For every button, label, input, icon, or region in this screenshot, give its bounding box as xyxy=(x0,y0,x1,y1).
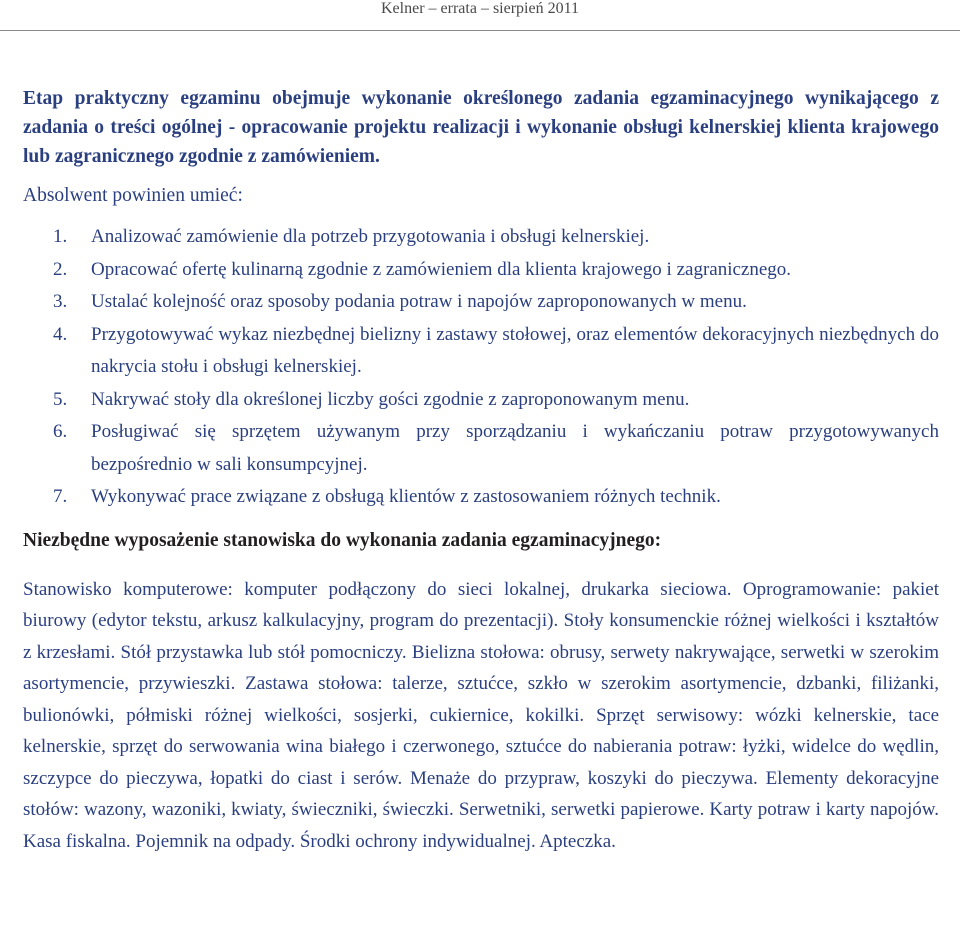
list-item-number: 1. xyxy=(53,226,68,247)
list-item-text: Analizować zamówienie dla potrzeb przygotowania i obsługi kelnerskiej. xyxy=(91,226,650,247)
list-item xyxy=(23,384,939,417)
document-body xyxy=(23,84,939,857)
list-item-number: 2. xyxy=(53,258,68,280)
equipment-paragraph: Stanowisko komputerowe: komputer podłączony do sieci lokalnej, drukarka sieciowa. Oprogramowanie: pakiet biurowy (edytor tekstu, arkusz kalkulacyjny, program do prezentacji). Stoły konsumenckie różnej wielkości i kształtów z krzesłami. Stół przystawka lub stół pomocniczy. Bielizna stołowa: obrusy, serwety nakrywające, serwetki w szerokim asortymencie, przywieszki. Zastawa stołowa: talerze, sztućce, szkło w szerokim asortymencie, dzbanki, filiżanki, bulionówki, półmiski różnej wielkości, sosjerki, cukiernice, kokilki. Sprzęt serwisowy: wózki kelnerskie, tace kelnerskie, sprzęt do serwowania wina białego i czerwonego, sztućce do nabierania potraw: łyżki, widelce do wędlin, szczypce do pieczywa, łopatki do ciast i serów. Menaże do przypraw, koszyki do pieczywa. Elementy dekoracyjne stołów: wazony, wazoniki, kwiaty, świeczniki, świeczki. Serwetniki, serwetki papierowe. Karty potraw i karty napojów. Kasa fiskalna. Pojemnik na odpady. Środki ochrony indywidualnej. Apteczka. xyxy=(23,578,939,852)
list-item-text: Wykonywać prace związane z obsługą klientów z zastosowaniem różnych technik. xyxy=(91,486,721,507)
list-item xyxy=(23,221,939,254)
equipment-heading: Niezbędne wyposażenie stanowiska do wykonania zadania egzaminacyjnego: xyxy=(23,529,662,551)
running-header xyxy=(0,0,960,31)
running-header-text: Kelner – errata – sierpień 2011 xyxy=(381,0,579,17)
list-item-text: Nakrywać stoły dla określonej liczby gości zgodnie z zaproponowanym menu. xyxy=(91,388,690,410)
skills-list xyxy=(23,221,939,514)
list-item-text: Ustalać kolejność oraz sposoby podania potraw i napojów zaproponowanych w menu. xyxy=(91,291,747,312)
list-item xyxy=(23,254,939,287)
skills-heading: Absolwent powinien umieć: xyxy=(23,185,243,206)
list-item-number: 3. xyxy=(53,291,68,312)
list-item xyxy=(23,319,939,384)
list-item-text: Opracować ofertę kulinarną zgodnie z zamówieniem dla klienta krajowego i zagranicznego. xyxy=(91,258,792,280)
list-item xyxy=(23,286,939,319)
list-item-number: 6. xyxy=(53,421,68,442)
list-item xyxy=(23,416,939,481)
intro-paragraph: Etap praktyczny egzaminu obejmuje wykonanie określonego zadania egzaminacyjnego wynikającego z zadania o treści ogólnej - opracowanie projektu realizacji i wykonanie obsługi kelnerskiej klienta krajowego lub zagranicznego zgodnie z zamówieniem. xyxy=(23,88,939,167)
list-item-number: 7. xyxy=(53,486,68,507)
list-item-text: Przygotowywać wykaz niezbędnej bielizny i zastawy stołowej, oraz elementów dekoracyjnych niezbędnych do nakrycia stołu i obsługi kelnerskiej. xyxy=(91,323,939,377)
list-item-number: 4. xyxy=(53,323,68,345)
list-item xyxy=(23,481,939,514)
list-item-number: 5. xyxy=(53,388,68,410)
list-item-text: Posługiwać się sprzętem używanym przy sporządzaniu i wykańczaniu potraw przygotowywanych bezpośrednio w sali konsumpcyjnej. xyxy=(91,421,939,475)
